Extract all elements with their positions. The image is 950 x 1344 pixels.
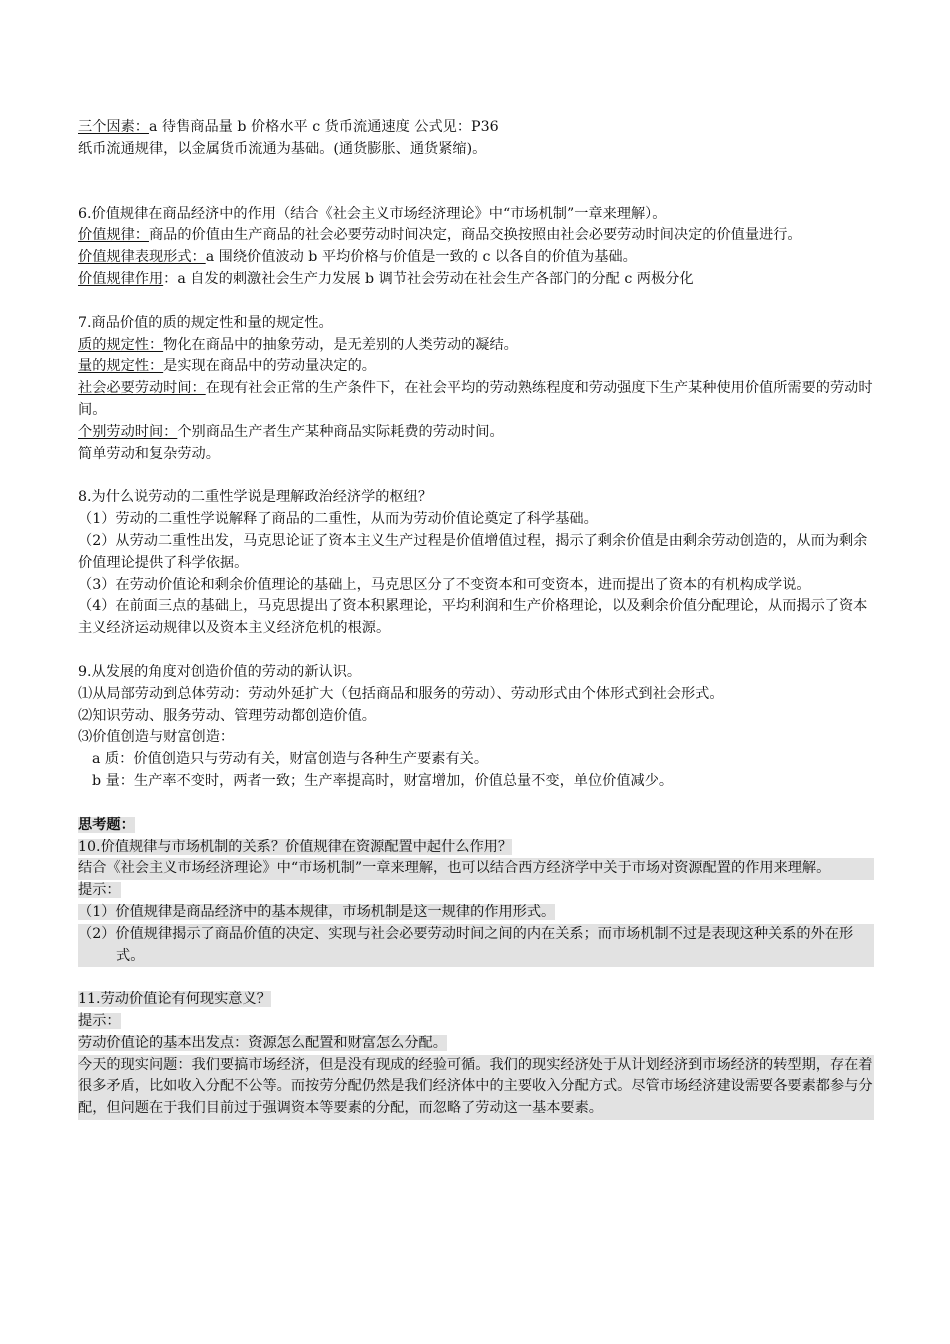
q11-point-1: 劳动价值论的基本出发点：资源怎么配置和财富怎么分配。 xyxy=(78,1034,447,1051)
q11-point-2: 今天的现实问题：我们要搞市场经济，但是没有现成的经验可循。我们的现实经济处于从计划经济到市场经济的转型期，存在着很多矛盾，比如收入分配不公等。而按劳分配仍然是我们经济体中的主要收入分配方式。尽管市场经济建设需要各要素都参与分配，但问题在于我们目前过于强调资本等要素的分配，而忽略了劳动这一基本要素。 xyxy=(78,1055,874,1120)
value-law-form-text: a 围绕价值波动 b 平均价格与价值是一致的 c 以各自的价值为基础。 xyxy=(205,249,637,266)
q11-hint: 提示： xyxy=(78,1013,121,1030)
quality-line xyxy=(78,335,874,357)
individual-labor-label: 个别劳动时间： xyxy=(78,423,178,440)
q10-hint-line xyxy=(78,880,874,902)
q11-point-1-line xyxy=(78,1033,874,1055)
snlt-label: 社会必要劳动时间： xyxy=(78,380,206,397)
q10-title-line xyxy=(78,837,874,859)
q10-hint: 提示： xyxy=(78,882,121,899)
individual-labor-text: 个别商品生产者生产某种商品实际耗费的劳动时间。 xyxy=(177,423,504,440)
section-8-point-1: （1）劳动的二重性学说解释了商品的二重性，从而为劳动价值论奠定了科学基础。 xyxy=(78,511,598,528)
quantity-label: 量的规定性： xyxy=(78,358,164,375)
section-6-title: 6.价值规律在商品经济中的作用（结合《社会主义市场经济理论》中“市场机制”一章来理解）。 xyxy=(78,205,667,222)
snlt-paragraph xyxy=(78,378,874,422)
quantity-line xyxy=(78,356,874,378)
q11-hint-line xyxy=(78,1011,874,1033)
value-law-form-label: 价值规律表现形式： xyxy=(78,249,206,266)
q11-title-line xyxy=(78,989,874,1011)
individual-labor-line xyxy=(78,422,874,444)
section-9-point-a: a 质：价值创造只与劳动有关，财富创造与各种生产要素有关。 xyxy=(92,751,489,768)
q10-point-1-line xyxy=(78,902,874,924)
q10-point-2: （2）价值规律揭示了商品价值的决定、实现与社会必要劳动时间之间的内在关系；而市场机制不过是表现这种关系的外在形式。 xyxy=(78,924,874,968)
section-7-title: 7.商品价值的质的规定性和量的规定性。 xyxy=(78,314,333,331)
section-9-title: 9.从发展的角度对创造价值的劳动的新认识。 xyxy=(78,663,362,680)
section-8-point-2: （2）从劳动二重性出发，马克思论证了资本主义生产过程是价值增值过程，揭示了剩余价值是由剩余劳动创造的，从而为剩余价值理论提供了科学依据。 xyxy=(78,532,868,571)
value-law-effect-text: ：a 自发的刺激社会生产力发展 b 调节社会劳动在社会生产各部门的分配 c 两极分化 xyxy=(163,270,694,287)
section-8-point-4: （4）在前面三点的基础上，马克思提出了资本积累理论，平均利润和生产价格理论，以及剩余价值分配理论，从而揭示了资本主义经济运动规律以及资本主义经济危机的根源。 xyxy=(78,598,868,637)
three-factors-text: a 待售商品量 b 价格水平 c 货币流通速度 公式见：P36 xyxy=(148,119,499,135)
value-law-effect-line xyxy=(78,269,874,291)
section-9-point-1: ⑴从局部劳动到总体劳动：劳动外延扩大（包括商品和服务的劳动）、劳动形式由个体形式到社会形式。 xyxy=(78,685,724,702)
snlt-text: 在现有社会正常的生产条件下，在社会平均的劳动熟练程度和劳动强度下生产某种使用价值所需要的劳动时间。 xyxy=(78,380,873,418)
quantity-text: 是实现在商品中的劳动量决定的。 xyxy=(163,358,376,375)
section-8-point-3: （3）在劳动价值论和剩余价值理论的基础上，马克思区分了不变资本和可变资本，进而提出了资本的有机构成学说。 xyxy=(78,576,811,593)
section-8-title: 8.为什么说劳动的二重性学说是理解政治经济学的枢纽？ xyxy=(78,489,433,506)
quality-text: 物化在商品中的抽象劳动，是无差别的人类劳动的凝结。 xyxy=(163,336,518,353)
value-law-form-line xyxy=(78,247,874,269)
think-heading-line xyxy=(78,815,874,837)
three-factors-label: 三个因素： xyxy=(78,119,149,135)
q11-title: 11.劳动价值论有何现实意义？ xyxy=(78,991,271,1008)
simple-complex-line: 简单劳动和复杂劳动。 xyxy=(78,445,220,462)
three-factors-line xyxy=(78,117,874,139)
document-body xyxy=(78,117,874,1120)
q10-intro: 结合《社会主义市场经济理论》中“市场机制”一章来理解，也可以结合西方经济学中关于市场对资源配置的作用来理解。 xyxy=(78,858,874,880)
q10-title: 10.价值规律与市场机制的关系？价值规律在资源配置中起什么作用？ xyxy=(78,838,513,855)
value-law-effect-label: 价值规律作用 xyxy=(78,270,164,287)
value-law-text: 商品的价值由生产商品的社会必要劳动时间决定，商品交换按照由社会必要劳动时间决定的价值量进行。 xyxy=(148,227,802,244)
section-9-point-2: ⑵知识劳动、服务劳动、管理劳动都创造价值。 xyxy=(78,707,376,724)
section-9-point-b: b 量：生产率不变时，两者一致；生产率提高时，财富增加，价值总量不变，单位价值减少。 xyxy=(92,772,674,789)
paper-money-line: 纸币流通规律，以金属货币流通为基础。(通货膨胀、通货紧缩)。 xyxy=(78,140,487,157)
think-heading: 思考题： xyxy=(78,816,135,833)
q10-point-1: （1）价值规律是商品经济中的基本规律，市场机制是这一规律的作用形式。 xyxy=(78,903,556,920)
value-law-label: 价值规律： xyxy=(78,227,149,244)
section-9-point-3: ⑶价值创造与财富创造： xyxy=(78,729,235,746)
quality-label: 质的规定性： xyxy=(78,336,164,353)
value-law-paragraph xyxy=(78,225,874,247)
